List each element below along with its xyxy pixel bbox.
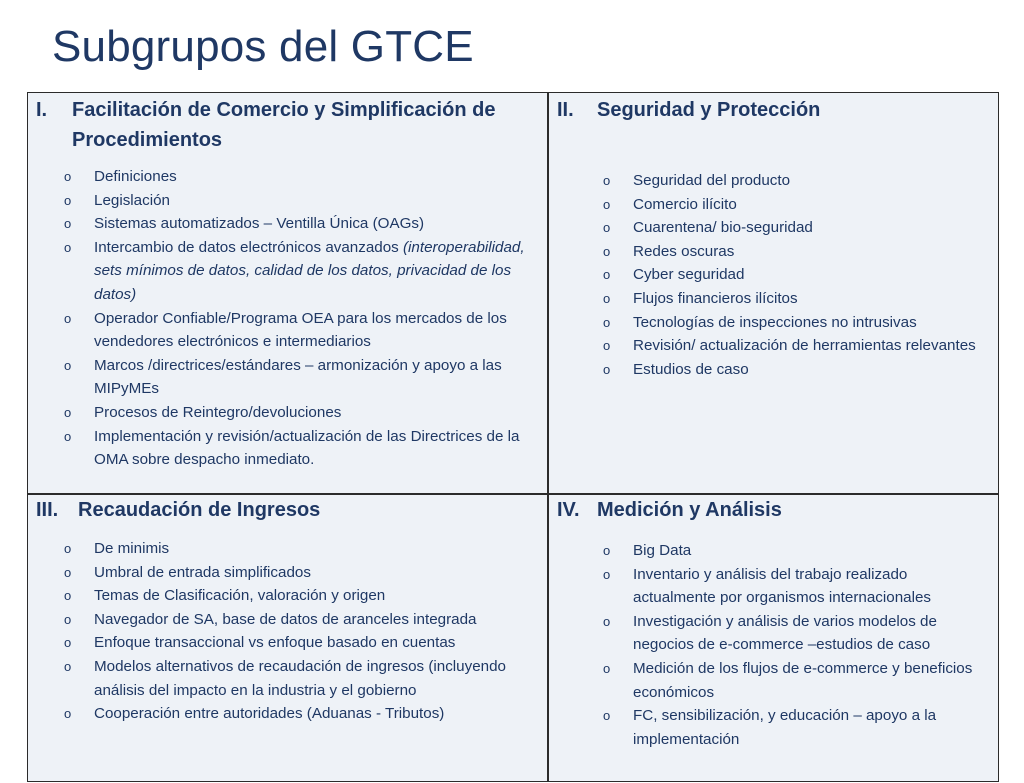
cell-heading bbox=[557, 95, 988, 125]
cell-heading bbox=[557, 495, 988, 525]
list-item: o Investigación y análisis de varios modelos de negocios de e-commerce –estudios de caso bbox=[601, 610, 988, 657]
cell-revenue bbox=[28, 495, 547, 783]
list-item: o Tecnologías de inspecciones no intrusivas bbox=[601, 311, 988, 335]
list-item: o Legislación bbox=[62, 189, 537, 213]
cell-facilitation bbox=[28, 93, 547, 493]
list-item: o Cyber seguridad bbox=[601, 263, 988, 287]
bullet-icon: o bbox=[64, 428, 72, 444]
cell-heading bbox=[36, 95, 537, 155]
bullet-icon: o bbox=[64, 658, 72, 674]
bullet-icon: o bbox=[64, 706, 72, 722]
list-item: o Modelos alternativos de recaudación de ingresos (incluyendo análisis del impacto en la industria y el gobierno bbox=[62, 655, 537, 702]
list-item: o Implementación y revisión/actualización de las Directrices de la OMA sobre despacho inmediato. bbox=[62, 425, 537, 472]
heading-number: I. bbox=[36, 99, 48, 121]
bullet-icon: o bbox=[603, 566, 611, 582]
bullet-icon: o bbox=[64, 216, 72, 232]
item-list bbox=[557, 539, 988, 751]
bullet-icon: o bbox=[603, 220, 611, 236]
list-item: o Redes oscuras bbox=[601, 240, 988, 264]
list-item: o Enfoque transaccional vs enfoque basado en cuentas bbox=[62, 631, 537, 655]
list-item: o Operador Confiable/Programa OEA para los mercados de los vendedores electrónicos e intermediarios bbox=[62, 307, 537, 354]
bullet-icon: o bbox=[603, 314, 611, 330]
list-item: o Inventario y análisis del trabajo realizado actualmente por organismos internacionales bbox=[601, 563, 988, 610]
cell-heading bbox=[36, 495, 537, 525]
bullet-icon: o bbox=[64, 635, 72, 651]
list-item: o Cooperación entre autoridades (Aduanas - Tributos) bbox=[62, 702, 537, 726]
bullet-icon: o bbox=[603, 173, 611, 188]
list-item: o Flujos financieros ilícitos bbox=[601, 287, 988, 311]
list-item: o Seguridad del producto bbox=[601, 169, 988, 193]
bullet-icon: o bbox=[603, 660, 611, 676]
heading-number: IV. bbox=[557, 499, 580, 521]
list-item: o Intercambio de datos electrónicos avanzados (interoperabilidad, sets mínimos de datos, calidad de los datos, privacidad de los datos) bbox=[62, 236, 537, 307]
subgroups-table bbox=[27, 92, 999, 782]
bullet-icon: o bbox=[603, 543, 611, 558]
list-item: o Medición de los flujos de e-commerce y beneficios económicos bbox=[601, 657, 988, 704]
bullet-icon: o bbox=[603, 613, 611, 629]
cell-security bbox=[549, 93, 998, 493]
heading-text: Medición y Análisis bbox=[597, 499, 782, 521]
bullet-icon: o bbox=[603, 708, 611, 724]
bullet-icon: o bbox=[603, 361, 611, 377]
list-item: o Cuarentena/ bio-seguridad bbox=[601, 216, 988, 240]
list-item: o De minimis bbox=[62, 537, 537, 561]
bullet-icon: o bbox=[64, 588, 72, 604]
bullet-icon: o bbox=[64, 541, 72, 556]
list-item: o Estudios de caso bbox=[601, 358, 988, 382]
list-item: o FC, sensibilización, y educación – apoyo a la implementación bbox=[601, 704, 988, 751]
item-list bbox=[36, 537, 537, 726]
list-item: o Temas de Clasificación, valoración y origen bbox=[62, 584, 537, 608]
heading-text: Recaudación de Ingresos bbox=[78, 499, 321, 521]
cell-measurement bbox=[549, 495, 998, 783]
item-list bbox=[557, 169, 988, 381]
bullet-icon: o bbox=[603, 290, 611, 306]
item-list bbox=[36, 165, 537, 472]
bullet-icon: o bbox=[603, 267, 611, 283]
list-item: o Navegador de SA, base de datos de aranceles integrada bbox=[62, 608, 537, 632]
list-item: o Comercio ilícito bbox=[601, 193, 988, 217]
bullet-icon: o bbox=[603, 338, 611, 354]
heading-text: Facilitación de Comercio y Simplificación de Procedimientos bbox=[72, 99, 496, 151]
bullet-icon: o bbox=[64, 310, 72, 326]
list-item: o Big Data bbox=[601, 539, 988, 563]
bullet-icon: o bbox=[64, 239, 72, 255]
list-item: o Definiciones bbox=[62, 165, 537, 189]
bullet-icon: o bbox=[64, 404, 72, 420]
heading-number: II. bbox=[557, 99, 574, 121]
list-item: o Marcos /directrices/estándares – armonización y apoyo a las MIPyMEs bbox=[62, 354, 537, 401]
list-item: o Sistemas automatizados – Ventilla Única (OAGs) bbox=[62, 212, 537, 236]
heading-text: Seguridad y Protección bbox=[597, 99, 821, 121]
list-item: o Procesos de Reintegro/devoluciones bbox=[62, 401, 537, 425]
bullet-icon: o bbox=[64, 357, 72, 373]
bullet-icon: o bbox=[64, 564, 72, 580]
bullet-icon: o bbox=[603, 196, 611, 212]
slide-title: Subgrupos del GTCE bbox=[52, 22, 474, 71]
list-item: o Umbral de entrada simplificados bbox=[62, 561, 537, 585]
bullet-icon: o bbox=[64, 169, 72, 184]
list-item: o Revisión/ actualización de herramientas relevantes bbox=[601, 334, 988, 358]
bullet-icon: o bbox=[64, 192, 72, 208]
heading-number: III. bbox=[36, 499, 59, 521]
bullet-icon: o bbox=[64, 611, 72, 627]
bullet-icon: o bbox=[603, 243, 611, 259]
